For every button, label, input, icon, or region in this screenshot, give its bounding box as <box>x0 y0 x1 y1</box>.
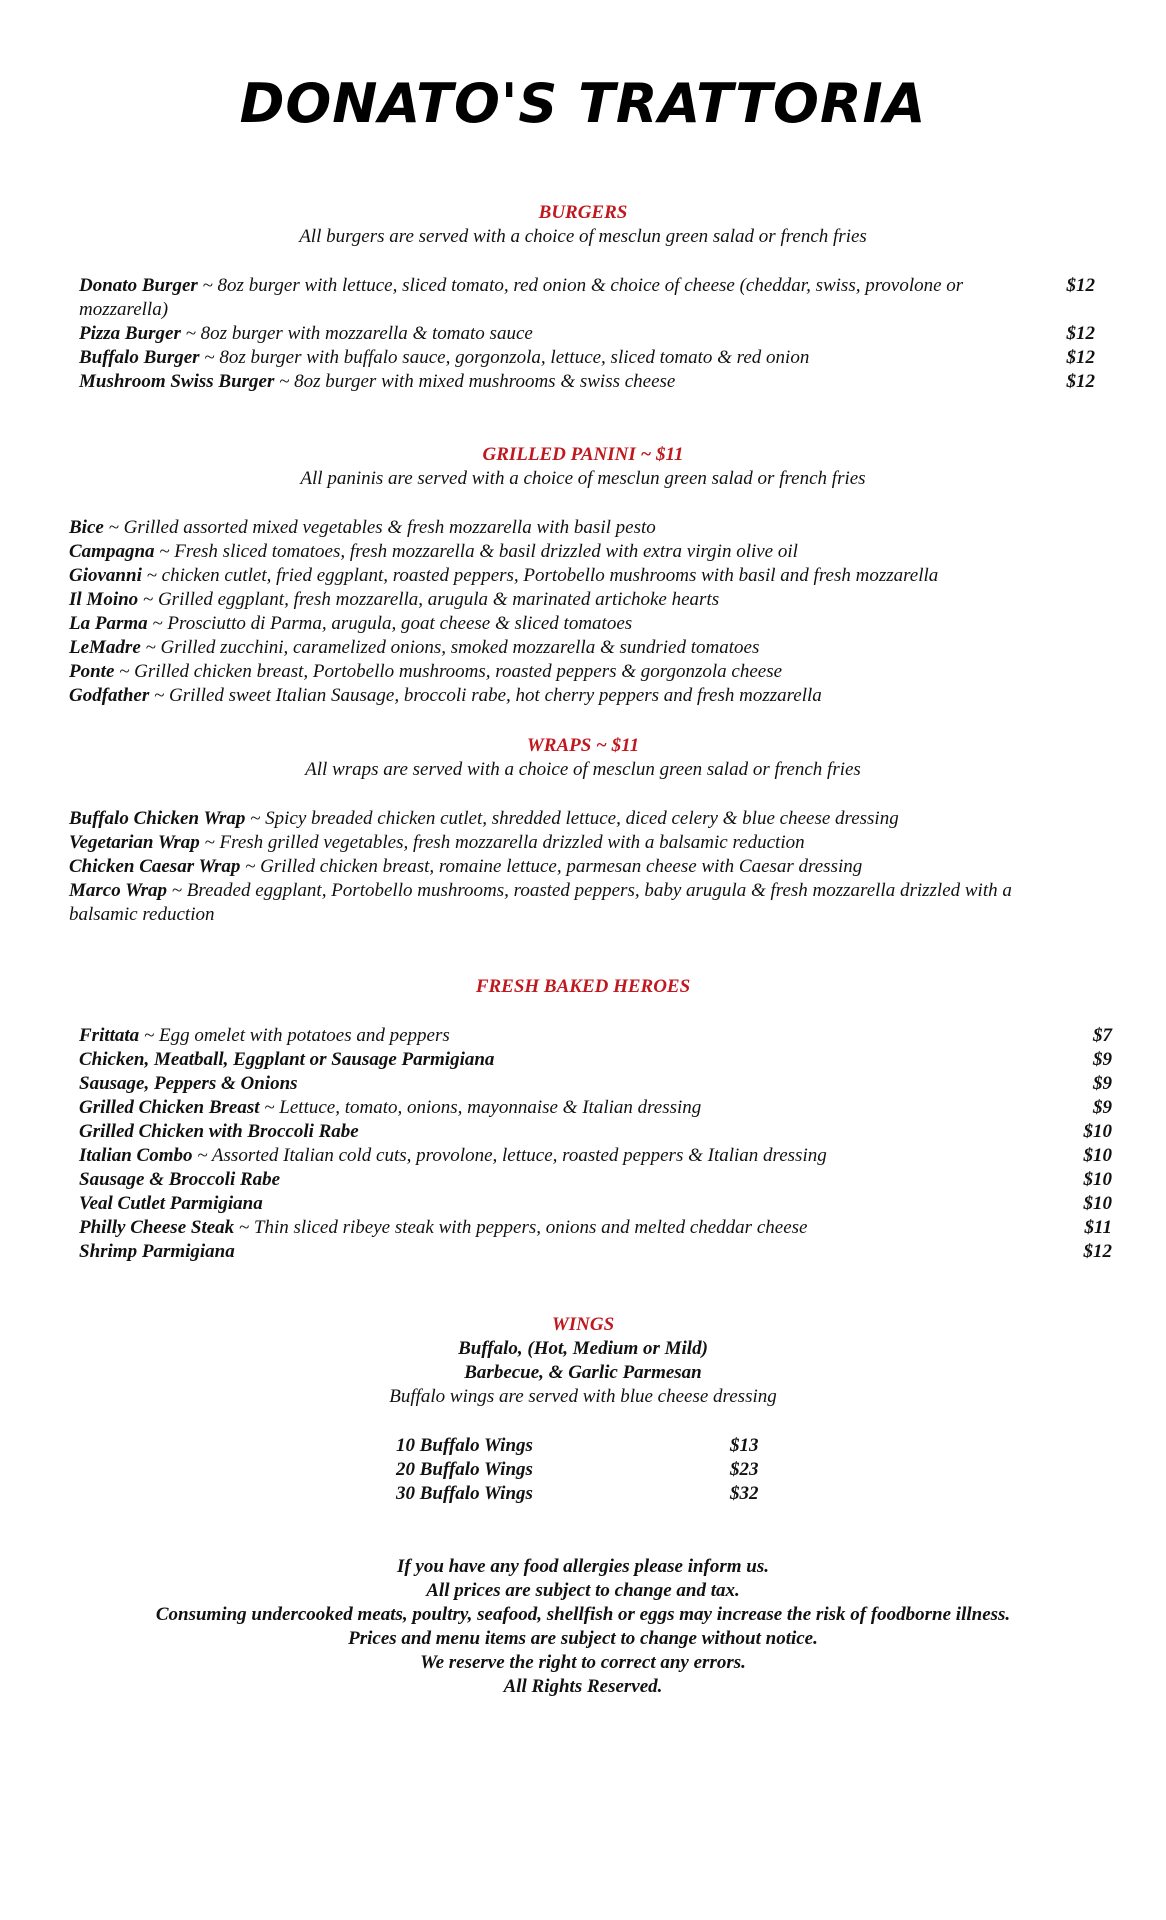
menu-item <box>69 855 1079 879</box>
item-name: Donato Burger <box>79 275 198 296</box>
item-desc: ~ 8oz burger with mixed mushrooms & swiss cheese <box>274 371 676 392</box>
menu-item <box>79 1048 1112 1072</box>
menu-item <box>79 1072 1112 1096</box>
item-desc: ~ chicken cutlet, fried eggplant, roasted peppers, Portobello mushrooms with basil and fresh mozzarella <box>141 565 939 586</box>
item-price: $12 <box>1083 1241 1112 1262</box>
item-desc: ~ Breaded eggplant, Portobello mushrooms, roasted peppers, baby arugula & fresh mozzarella drizzled with a balsamic reduction <box>69 880 1012 925</box>
item-name: Frittata <box>79 1025 140 1046</box>
footer-line: All prices are subject to change and tax. <box>426 1580 740 1601</box>
item-desc: ~ Assorted Italian cold cuts, provolone, lettuce, roasted peppers & Italian dressing <box>192 1145 827 1166</box>
menu-item <box>69 879 1079 927</box>
item-name: Godfather <box>69 685 150 706</box>
item-name: Vegetarian Wrap <box>69 832 200 853</box>
wraps-heading: WRAPS ~ $11 <box>526 735 640 756</box>
item-price: $23 <box>730 1459 759 1480</box>
item-desc: ~ Grilled zucchini, caramelized onions, smoked mozzarella & sundried tomatoes <box>140 637 760 658</box>
item-price: $12 <box>1066 275 1095 296</box>
item-price: $12 <box>1066 347 1095 368</box>
menu-item <box>79 346 1095 370</box>
wing-row <box>396 1434 796 1458</box>
panini-heading: GRILLED PANINI ~ $11 <box>482 444 684 465</box>
footer-line: Consuming undercooked meats, poultry, seafood, shellfish or eggs may increase the risk of foodborne illness. <box>155 1604 1011 1625</box>
wings-flavors-line1: Buffalo, (Hot, Medium or Mild) <box>458 1338 708 1359</box>
footer-line: All Rights Reserved. <box>503 1676 663 1697</box>
item-desc: ~ Fresh sliced tomatoes, fresh mozzarella & basil drizzled with extra virgin olive oil <box>154 541 798 562</box>
item-desc: ~ Lettuce, tomato, onions, mayonnaise & Italian dressing <box>259 1097 702 1118</box>
item-name: Philly Cheese Steak <box>79 1217 235 1238</box>
item-name: Sausage, Peppers & Onions <box>79 1073 298 1094</box>
item-name: 30 Buffalo Wings <box>396 1483 533 1504</box>
item-price: $12 <box>1066 323 1095 344</box>
menu-item <box>79 1192 1112 1216</box>
item-price: $13 <box>730 1435 759 1456</box>
item-price: $32 <box>730 1483 759 1504</box>
item-name: Chicken, Meatball, Eggplant or Sausage Parmigiana <box>79 1049 495 1070</box>
menu-item <box>69 636 1129 660</box>
panini-note: All paninis are served with a choice of mesclun green salad or french fries <box>300 468 866 489</box>
wing-row <box>396 1482 796 1506</box>
burgers-list <box>79 274 1095 394</box>
menu-item <box>69 516 1129 540</box>
menu-item <box>79 1240 1112 1264</box>
wing-row <box>396 1458 796 1482</box>
item-price: $7 <box>1093 1025 1112 1046</box>
item-name: Giovanni <box>69 565 142 586</box>
item-desc: ~ Thin sliced ribeye steak with peppers, onions and melted cheddar cheese <box>234 1217 808 1238</box>
item-name: Grilled Chicken with Broccoli Rabe <box>79 1121 359 1142</box>
menu-item <box>79 1120 1112 1144</box>
item-name: Il Moino <box>69 589 139 610</box>
item-name: Mushroom Swiss Burger <box>79 371 275 392</box>
item-desc: ~ 8oz burger with mozzarella & tomato sauce <box>180 323 533 344</box>
item-price: $10 <box>1083 1145 1112 1166</box>
item-name: Pizza Burger <box>79 323 181 344</box>
item-name: 20 Buffalo Wings <box>396 1459 533 1480</box>
item-name: La Parma <box>69 613 148 634</box>
item-name: Marco Wrap <box>69 880 168 901</box>
item-desc: ~ Spicy breaded chicken cutlet, shredded lettuce, diced celery & blue cheese dressing <box>245 808 899 829</box>
item-desc: ~ Grilled chicken breast, Portobello mushrooms, roasted peppers & gorgonzola cheese <box>114 661 783 682</box>
burgers-heading: BURGERS <box>538 202 628 223</box>
menu-item <box>79 370 1095 394</box>
item-desc: ~ Grilled assorted mixed vegetables & fresh mozzarella with basil pesto <box>103 517 656 538</box>
item-name: Buffalo Burger <box>79 347 200 368</box>
menu-item <box>79 274 1095 322</box>
wings-flavors-line2: Barbecue, & Garlic Parmesan <box>464 1362 702 1383</box>
item-price: $9 <box>1093 1073 1112 1094</box>
item-desc: ~ Grilled eggplant, fresh mozzarella, arugula & marinated artichoke hearts <box>138 589 720 610</box>
menu-item <box>69 564 1129 588</box>
item-name: Bice <box>69 517 104 538</box>
item-name: Veal Cutlet Parmigiana <box>79 1193 263 1214</box>
item-name: Chicken Caesar Wrap <box>69 856 241 877</box>
heroes-heading: FRESH BAKED HEROES <box>475 976 691 997</box>
panini-list <box>69 516 1129 708</box>
item-price: $11 <box>1084 1217 1112 1238</box>
item-desc: ~ Grilled chicken breast, romaine lettuce, parmesan cheese with Caesar dressing <box>240 856 863 877</box>
burgers-note: All burgers are served with a choice of mesclun green salad or french fries <box>299 226 867 247</box>
restaurant-title: DONATO'S TRATTORIA <box>239 72 927 135</box>
item-price: $10 <box>1083 1169 1112 1190</box>
menu-item <box>69 660 1129 684</box>
menu-item <box>79 322 1095 346</box>
footer-line: If you have any food allergies please inform us. <box>396 1556 770 1577</box>
item-name: 10 Buffalo Wings <box>396 1435 533 1456</box>
item-desc: ~ 8oz burger with buffalo sauce, gorgonzola, lettuce, sliced tomato & red onion <box>199 347 810 368</box>
item-desc: ~ 8oz burger with lettuce, sliced tomato, red onion & choice of cheese (cheddar, swiss, provolone or mozzarella) <box>79 275 964 320</box>
menu-item <box>79 1216 1112 1240</box>
item-desc: ~ Egg omelet with potatoes and peppers <box>139 1025 450 1046</box>
item-name: Campagna <box>69 541 155 562</box>
wings-heading: WINGS <box>551 1314 615 1335</box>
menu-item <box>69 831 1079 855</box>
menu-item <box>79 1096 1112 1120</box>
item-name: LeMadre <box>69 637 141 658</box>
item-name: Ponte <box>69 661 115 682</box>
menu-item <box>69 588 1129 612</box>
item-desc: ~ Grilled sweet Italian Sausage, broccoli rabe, hot cherry peppers and fresh mozzarella <box>149 685 822 706</box>
menu-item <box>69 612 1129 636</box>
item-price: $9 <box>1093 1049 1112 1070</box>
heroes-list <box>79 1024 1112 1264</box>
item-name: Buffalo Chicken Wrap <box>69 808 246 829</box>
item-price: $9 <box>1093 1097 1112 1118</box>
wraps-note: All wraps are served with a choice of mesclun green salad or french fries <box>305 759 861 780</box>
item-name: Grilled Chicken Breast <box>79 1097 260 1118</box>
footer-line: Prices and menu items are subject to change without notice. <box>348 1628 818 1649</box>
wings-note: Buffalo wings are served with blue cheese dressing <box>389 1386 777 1407</box>
menu-item <box>79 1144 1112 1168</box>
menu-item <box>79 1168 1112 1192</box>
item-desc: ~ Prosciutto di Parma, arugula, goat cheese & sliced tomatoes <box>147 613 633 634</box>
menu-item <box>69 807 1079 831</box>
item-price: $10 <box>1083 1121 1112 1142</box>
item-desc: ~ Fresh grilled vegetables, fresh mozzarella drizzled with a balsamic reduction <box>199 832 805 853</box>
item-name: Shrimp Parmigiana <box>79 1241 235 1262</box>
item-name: Sausage & Broccoli Rabe <box>79 1169 281 1190</box>
menu-item <box>79 1024 1112 1048</box>
item-name: Italian Combo <box>79 1145 193 1166</box>
item-price: $12 <box>1066 371 1095 392</box>
menu-item <box>69 684 1129 708</box>
wraps-list <box>69 807 1079 927</box>
footer-line: We reserve the right to correct any errors. <box>420 1652 746 1673</box>
menu-item <box>69 540 1129 564</box>
item-price: $10 <box>1083 1193 1112 1214</box>
